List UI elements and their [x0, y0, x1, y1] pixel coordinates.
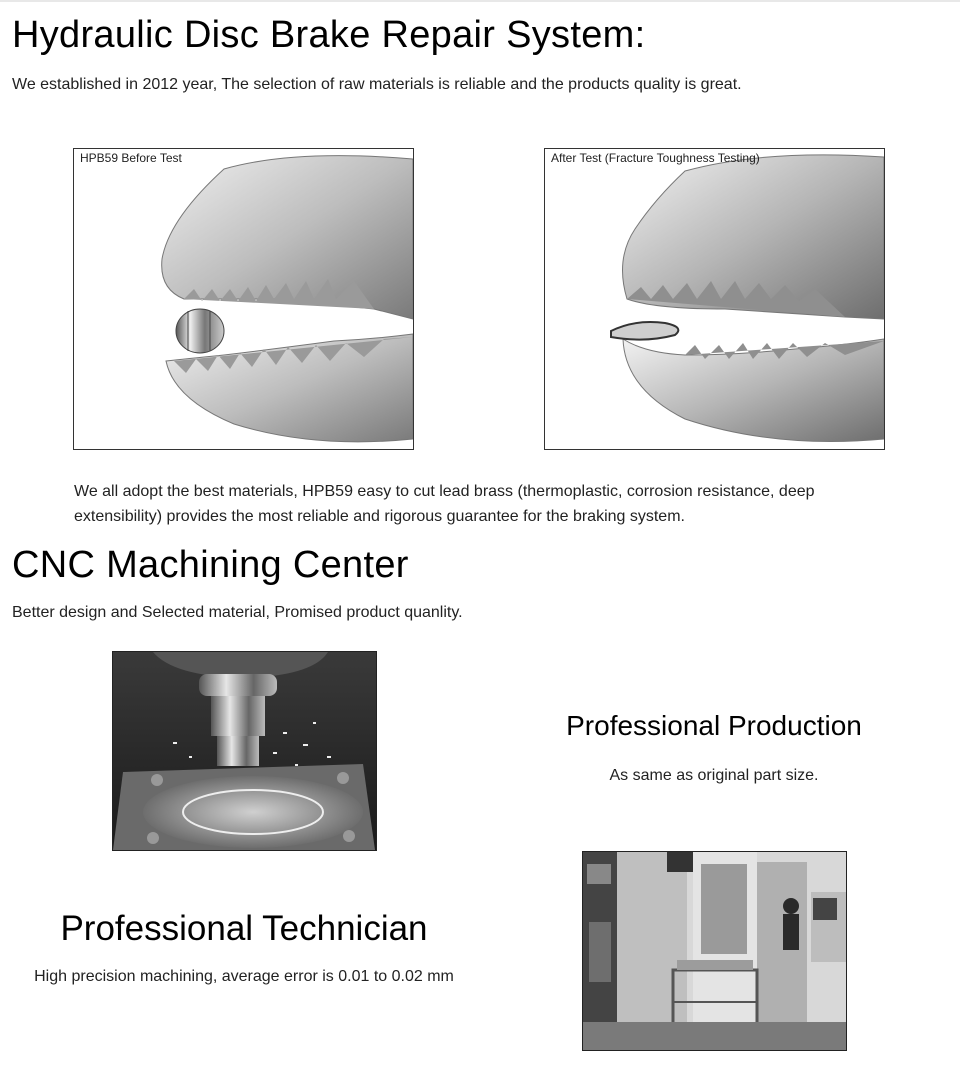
- production-text: As same as original part size.: [609, 767, 819, 784]
- production-heading: Professional Production: [566, 710, 862, 741]
- pliers-before-icon: [74, 149, 413, 449]
- workshop-icon: [583, 852, 846, 1050]
- section-title-cnc: CNC Machining Center: [12, 544, 409, 586]
- section-title-brake-system: Hydraulic Disc Brake Repair System:: [12, 14, 646, 56]
- section-subtitle-cnc: Better design and Selected material, Promised product quanlity.: [12, 604, 463, 621]
- technician-text: High precision machining, average error is 0.01 to 0.02 mm: [34, 968, 454, 985]
- technician-heading: Professional Technician: [60, 909, 428, 948]
- after-test-caption: After Test (Fracture Toughness Testing): [551, 151, 760, 165]
- before-test-caption: HPB59 Before Test: [80, 151, 182, 165]
- pliers-after-icon: [545, 149, 884, 449]
- before-test-image: [73, 148, 414, 450]
- materials-description: We all adopt the best materials, HPB59 easy to cut lead brass (thermoplastic, corrosion resistance, deep extensibility) provides the most reliable and rigorous guarantee for the braking system.: [74, 483, 815, 525]
- top-divider: [0, 0, 960, 2]
- cnc-spindle-image: [112, 651, 377, 851]
- cnc-spindle-icon: [113, 652, 376, 850]
- after-test-image: [544, 148, 885, 450]
- section-subtitle-brake-system: We established in 2012 year, The selection of raw materials is reliable and the products quality is great.: [12, 76, 742, 93]
- workshop-image: [582, 851, 847, 1051]
